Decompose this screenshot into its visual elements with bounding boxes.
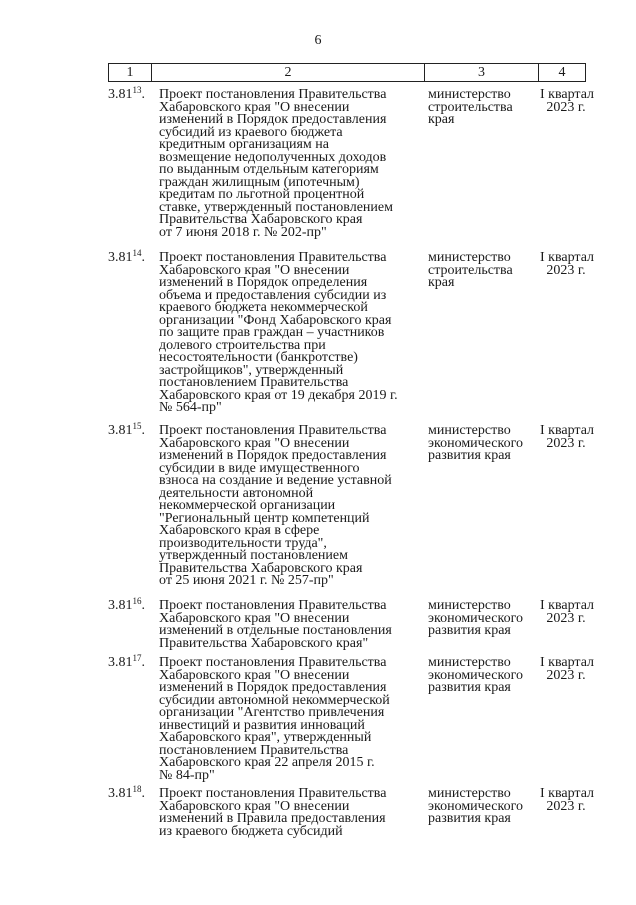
item-description-line: кредитам по льготной процентной xyxy=(159,187,365,202)
item-number xyxy=(108,248,154,265)
item-number xyxy=(108,784,154,801)
item-description-line: Хабаровского края в сфере xyxy=(159,523,320,538)
item-number-superscript: 15 xyxy=(132,421,142,431)
item-description-line: Хабаровского края "О внесении xyxy=(159,667,350,683)
item-description-line: изменений в Порядок определения xyxy=(159,275,368,290)
header-cell-4: 4 xyxy=(558,65,566,80)
responsible-body-line: развития края xyxy=(428,623,511,638)
item-description-line: постановлением Правительства xyxy=(159,742,349,758)
item-description-line: Хабаровского края "О внесении xyxy=(159,99,350,115)
item-description-line: № 84-пр" xyxy=(159,767,215,783)
item-description xyxy=(159,89,421,239)
item-number-main: 3.81 xyxy=(108,423,133,438)
deadline-line: 2023 г. xyxy=(546,798,586,814)
deadline-line: I квартал xyxy=(540,250,595,265)
item-number xyxy=(108,85,154,102)
page-number: 6 xyxy=(314,33,322,48)
item-description-line: по выданным отдельным категориям xyxy=(159,162,379,177)
deadline-line: I квартал xyxy=(540,786,595,801)
item-description-line: Правительства Хабаровского края" xyxy=(159,635,369,651)
responsible-body xyxy=(428,788,540,826)
deadline-line: I квартал xyxy=(540,598,595,613)
item-description-line: кредитным организациям на xyxy=(159,137,329,152)
item-description-line: Проект постановления Правительства xyxy=(159,786,387,801)
item-description-line: № 564-пр" xyxy=(159,400,222,415)
item-number-dot: . xyxy=(141,786,145,801)
item-description-line: несостоятельности (банкротстве) xyxy=(159,350,358,365)
responsible-body-line: строительства xyxy=(428,262,513,278)
responsible-body-line: министерство xyxy=(428,598,511,613)
item-description-line: Проект постановления Правительства xyxy=(159,250,387,265)
deadline xyxy=(540,87,595,115)
item-description-line: долевого строительства при xyxy=(159,337,326,353)
deadline-line: 2023 г. xyxy=(546,610,586,626)
item-description-line: застройщиков", утвержденный xyxy=(159,362,344,378)
deadline-line: I квартал xyxy=(540,655,595,670)
item-description-line: от 25 июня 2021 г. № 257-пр" xyxy=(159,573,334,588)
item-description-line: ставке, утвержденный постановлением xyxy=(159,199,393,215)
item-description-line: из краевого бюджета субсидий xyxy=(159,823,343,839)
item-number xyxy=(108,653,154,670)
responsible-body-line: развития края xyxy=(428,448,511,463)
item-number-main: 3.81 xyxy=(108,87,133,102)
item-description-line: инвестиций и развития инноваций xyxy=(159,717,365,733)
item-number-dot: . xyxy=(141,87,145,102)
deadline xyxy=(540,423,595,451)
item-description-line: изменений в отдельные постановления xyxy=(159,623,392,638)
item-description xyxy=(159,657,421,782)
item-number-dot: . xyxy=(141,655,145,670)
responsible-body-line: экономического xyxy=(428,435,523,451)
item-description-line: Правительства Хабаровского края xyxy=(159,212,363,227)
item-number-dot: . xyxy=(141,250,145,265)
item-description-line: изменений в Правила предоставления xyxy=(159,811,386,826)
item-number-superscript: 14 xyxy=(132,248,142,258)
item-description-line: Хабаровского края "О внесении xyxy=(159,262,350,278)
responsible-body xyxy=(428,657,540,695)
item-description xyxy=(159,252,421,415)
table-header-row xyxy=(108,63,586,82)
item-description-line: организации "Агентство привлечения xyxy=(159,705,385,720)
responsible-body-line: экономического xyxy=(428,667,523,683)
item-number-superscript: 16 xyxy=(132,596,142,606)
item-description-line: утвержденный постановлением xyxy=(159,548,348,563)
item-description-line: изменений в Порядок предоставления xyxy=(159,680,387,695)
responsible-body-line: края xyxy=(428,112,455,127)
item-description-line: граждан жилищным (ипотечным) xyxy=(159,174,360,190)
item-number-main: 3.81 xyxy=(108,786,133,801)
item-description xyxy=(159,425,421,588)
header-cell-3: 3 xyxy=(425,64,539,81)
item-description-line: Хабаровского края 22 апреля 2015 г. xyxy=(159,755,375,770)
item-description-line: субсидии в виде имущественного xyxy=(159,460,360,476)
item-description-line: "Региональный центр компетенций xyxy=(159,510,370,526)
item-description-line: возмещение недополученных доходов xyxy=(159,149,387,165)
item-number-main: 3.81 xyxy=(108,655,133,670)
deadline-line: 2023 г. xyxy=(546,667,586,683)
item-number-main: 3.81 xyxy=(108,598,133,613)
item-description-line: некоммерческой организации xyxy=(159,498,336,513)
deadline xyxy=(540,655,595,683)
item-description-line: Правительства Хабаровского края xyxy=(159,560,363,576)
deadline-line: 2023 г. xyxy=(546,99,586,115)
responsible-body-line: министерство xyxy=(428,423,511,438)
item-description-line: Хабаровского края от 19 декабря 2019 г. xyxy=(159,387,398,403)
responsible-body-line: экономического xyxy=(428,610,523,626)
deadline-line: 2023 г. xyxy=(546,262,586,278)
responsible-body-line: министерство xyxy=(428,250,511,265)
item-description-line: Проект постановления Правительства xyxy=(159,598,387,613)
item-description-line: производительности труда", xyxy=(159,535,327,551)
responsible-body-line: строительства xyxy=(428,99,513,115)
deadline xyxy=(540,250,595,278)
item-description-line: объема и предоставления субсидии из xyxy=(159,287,387,303)
item-description-line: субсидий из краевого бюджета xyxy=(159,124,343,140)
header-cell-2: 2 xyxy=(152,64,425,81)
item-description-line: изменений в Порядок предоставления xyxy=(159,448,387,463)
deadline-line: I квартал xyxy=(540,87,595,102)
deadline xyxy=(540,786,595,814)
deadline-line: I квартал xyxy=(540,423,595,438)
item-description-line: деятельности автономной xyxy=(159,485,314,501)
item-description-line: по защите прав граждан – участников xyxy=(159,325,385,340)
responsible-body-line: развития края xyxy=(428,811,511,826)
item-description-line: изменений в Порядок предоставления xyxy=(159,112,387,127)
item-description-line: Проект постановления Правительства xyxy=(159,423,387,438)
responsible-body xyxy=(428,425,540,463)
item-number-dot: . xyxy=(141,423,145,438)
item-description-line: постановлением Правительства xyxy=(159,375,349,390)
responsible-body xyxy=(428,89,540,127)
responsible-body-line: экономического xyxy=(428,798,523,814)
responsible-body-line: развития края xyxy=(428,680,511,695)
item-description-line: субсидии автономной некоммерческой xyxy=(159,692,390,708)
deadline xyxy=(540,598,595,626)
item-description-line: Проект постановления Правительства xyxy=(159,655,387,670)
item-description-line: Хабаровского края "О внесении xyxy=(159,610,350,626)
responsible-body xyxy=(428,252,540,290)
item-number xyxy=(108,421,154,438)
item-number-superscript: 13 xyxy=(132,85,142,95)
item-number-superscript: 18 xyxy=(132,784,142,794)
plan-table xyxy=(108,63,595,839)
item-description-line: Хабаровского края "О внесении xyxy=(159,435,350,451)
item-description-line: Проект постановления Правительства xyxy=(159,87,387,102)
item-description-line: взноса на создание и ведение уставной xyxy=(159,473,392,488)
responsible-body-line: министерство xyxy=(428,655,511,670)
item-number-superscript: 17 xyxy=(132,653,142,663)
item-description-line: Хабаровского края "О внесении xyxy=(159,798,350,814)
header-cell-1: 1 xyxy=(109,64,152,81)
item-description xyxy=(159,788,421,838)
responsible-body-line: министерство xyxy=(428,786,511,801)
item-description-line: краевого бюджета некоммерческой xyxy=(159,300,368,315)
item-description xyxy=(159,600,421,650)
item-number-dot: . xyxy=(141,598,145,613)
item-number-main: 3.81 xyxy=(108,250,133,265)
item-description-line: организации "Фонд Хабаровского края xyxy=(159,312,392,328)
item-description-line: от 7 июня 2018 г. № 202-пр" xyxy=(159,224,327,240)
item-description-line: Хабаровского края", утвержденный xyxy=(159,730,372,745)
responsible-body-line: министерство xyxy=(428,87,511,102)
responsible-body xyxy=(428,600,540,638)
deadline-line: 2023 г. xyxy=(546,435,586,451)
item-number xyxy=(108,596,154,613)
responsible-body-line: края xyxy=(428,275,455,290)
